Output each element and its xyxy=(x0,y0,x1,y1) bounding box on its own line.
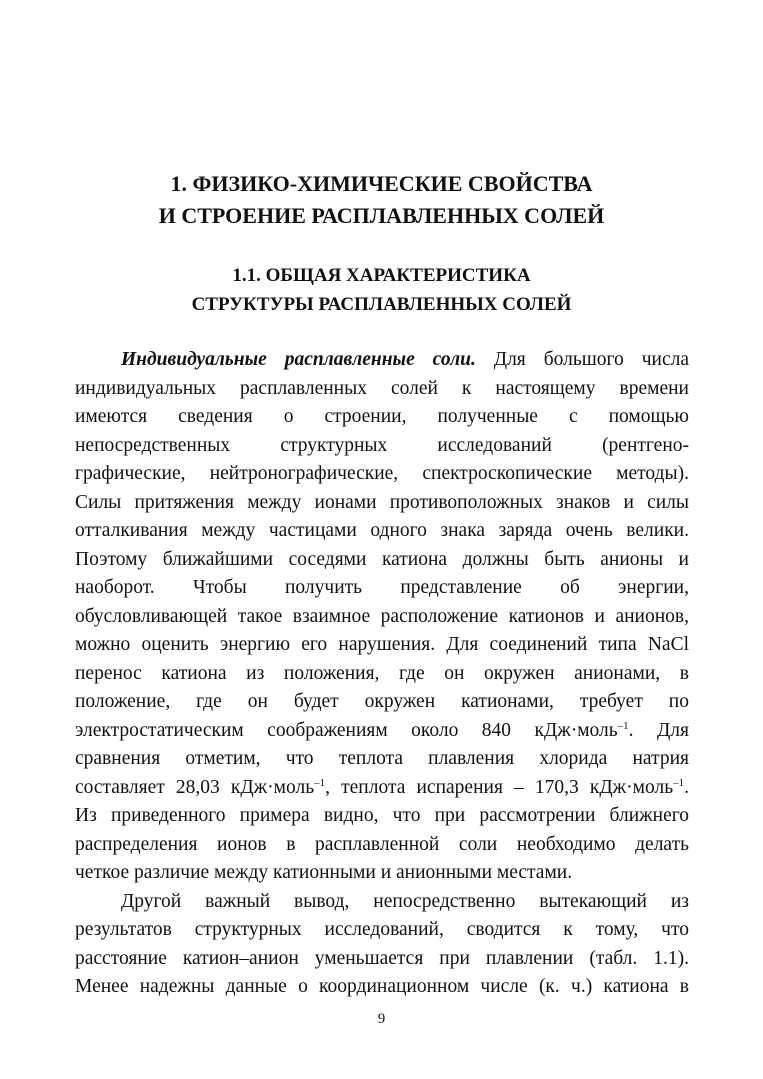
body-text xyxy=(75,346,689,1002)
paragraph-1-line-10: обусловливающей такое взаимное расположение катионов и анионов, xyxy=(75,605,689,627)
paragraph-2-line-4: Менее надежны данные о координационном числе (к. ч.) катиона в xyxy=(75,976,689,997)
line-14-tail: . Для xyxy=(628,719,689,741)
paragraph-lead-in: Индивидуальные расплавленные соли. xyxy=(121,349,476,370)
section-title xyxy=(0,261,763,319)
paragraph-1-line-12: перенос катиона из положения, где он окружен анионами, в xyxy=(75,662,689,684)
chapter-title-line-1: 1. ФИЗИКО-ХИМИЧЕСКИЕ СВОЙСТВА xyxy=(170,171,593,196)
paragraph-1-line-4: непосредственных структурных исследований (рентгено- xyxy=(75,434,689,456)
paragraph-2-line-3: расстояние катион–анион уменьшается при плавлении (табл. 1.1). xyxy=(75,947,689,969)
paragraph-1-line-19: четкое различие между катионными и анионными местами. xyxy=(75,862,573,883)
line-16-part-2: , теплота испарения – 170,3 кДж·моль xyxy=(325,776,674,798)
page-number: 9 xyxy=(377,1011,386,1027)
paragraph-1-line-17: Из приведенного примера видно, что при рассмотрении ближнего xyxy=(75,805,689,826)
paragraph-1-line-14 xyxy=(75,717,689,746)
line-16-part-1: составляет 28,03 кДж·моль xyxy=(75,776,315,798)
chapter-title-line-2: И СТРОЕНИЕ РАСПЛАВЛЕННЫХ СОЛЕЙ xyxy=(158,203,605,228)
paragraph-1-line-7: отталкивания между частицами одного знака заряда очень велики. xyxy=(75,520,689,541)
paragraph-1-line-13: положение, где он будет окружен катионами, требует по xyxy=(75,691,689,712)
paragraph-1-line-1 xyxy=(75,346,689,375)
paragraph-1-line-11: можно оценить энергию его нарушения. Для соединений типа NaCl xyxy=(75,634,689,655)
paragraph-1-line-18: распределения ионов в расплавленной соли необходимо делать xyxy=(75,833,689,855)
line-14-text: электростатическим соображениям около 840 кДж·моль xyxy=(75,719,618,741)
line-16-tail: . xyxy=(684,776,689,798)
line-14-exponent: –1 xyxy=(617,719,629,732)
section-title-line-1: 1.1. ОБЩАЯ ХАРАКТЕРИСТИКА xyxy=(232,265,531,286)
paragraph-1-line-2: индивидуальных расплавленных солей к настоящему времени xyxy=(75,377,689,399)
paragraph-1-line-9: наоборот. Чтобы получить представление об энергии, xyxy=(75,577,689,598)
paragraph-1-line-8: Поэтому ближайшими соседями катиона должны быть анионы и xyxy=(75,548,689,570)
paragraph-1-line-1-text: Для большого числа xyxy=(493,349,689,370)
paragraph-1-line-5: графические, нейтронографические, спектроскопические методы). xyxy=(75,463,689,484)
paragraph-1-line-6: Силы притяжения между ионами противоположных знаков и силы xyxy=(75,491,689,513)
paragraph-2-line-2: результатов структурных исследований, сводится к тому, что xyxy=(75,919,689,940)
line-16-exponent-2: –1 xyxy=(673,776,685,789)
line-16-exponent-1: –1 xyxy=(314,776,326,789)
paragraph-1-line-16 xyxy=(75,774,689,803)
paragraph-1-line-15: сравнения отметим, что теплота плавления хлорида натрия xyxy=(75,748,689,769)
section-title-line-2: СТРУКТУРЫ РАСПЛАВЛЕННЫХ СОЛЕЙ xyxy=(191,294,572,315)
chapter-title xyxy=(0,168,763,232)
paragraph-1-line-3: имеются сведения о строении, полученные с помощью xyxy=(75,406,689,427)
paragraph-2-line-1: Другой важный вывод, непосредственно вытекающий из xyxy=(121,890,689,912)
